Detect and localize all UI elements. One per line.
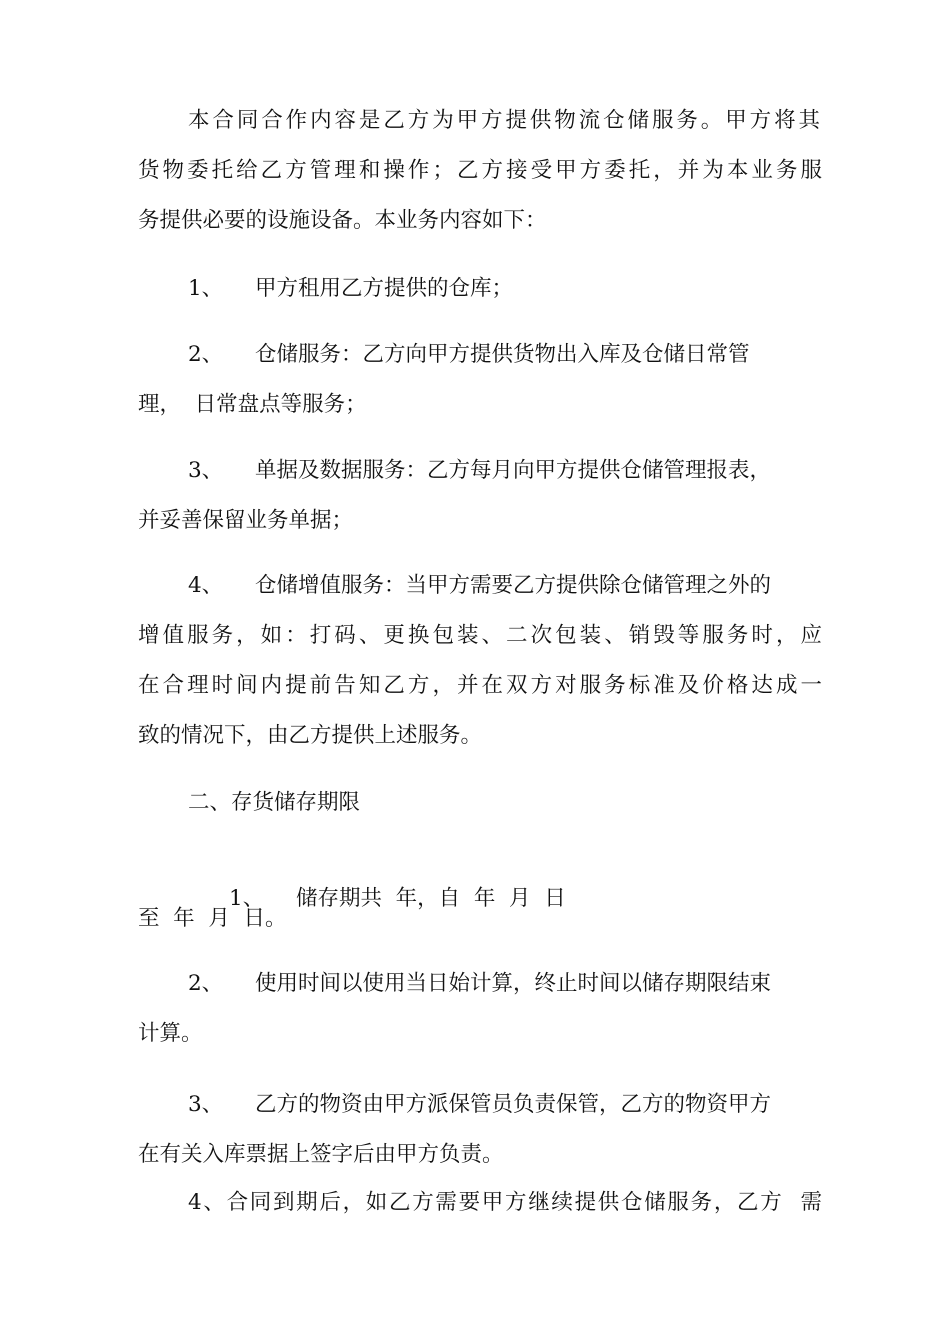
item-text-cont: 在合理时间内提前告知乙方，并在双方对服务标准及价格达成一 bbox=[138, 673, 822, 698]
item-text-cont: 增值服务，如：打码、更换包装、二次包装、销毁等服务时，应 bbox=[138, 623, 822, 648]
item-text-cont: 致的情况下，由乙方提供上述服务。 bbox=[138, 723, 483, 748]
item-text-cont: 并妥善保留业务单据； bbox=[138, 508, 354, 533]
item-text-cont: 至 年 月 日。 bbox=[138, 906, 287, 931]
item-text-cont: 在有关入库票据上签字后由甲方负责。 bbox=[138, 1142, 504, 1167]
intro-line-2: 货物委托给乙方管理和操作；乙方接受甲方委托，并为本业务服 bbox=[138, 158, 822, 183]
item-text-cont: 计算。 bbox=[138, 1021, 203, 1046]
item-number: 4、 bbox=[188, 573, 224, 598]
item-number: 3、 bbox=[188, 1092, 224, 1117]
item-number: 3、 bbox=[188, 458, 224, 483]
item-text: 仓储服务：乙方向甲方提供货物出入库及仓储日常管 bbox=[255, 342, 750, 367]
item-number: 1、 bbox=[188, 276, 224, 301]
item-text: 4、合同到期后，如乙方需要甲方继续提供仓储服务，乙方 需 bbox=[188, 1190, 822, 1215]
section-heading: 二、存货储存期限 bbox=[188, 790, 361, 815]
item-text: 仓储增值服务：当甲方需要乙方提供除仓储管理之外的 bbox=[255, 573, 772, 598]
item-number: 2、 bbox=[188, 971, 224, 996]
item-text: 使用时间以使用当日始计算，终止时间以储存期限结束 bbox=[255, 971, 772, 996]
item-number: 1、 bbox=[229, 886, 265, 911]
intro-line-3: 务提供必要的设施设备。本业务内容如下： bbox=[138, 208, 547, 233]
item-text: 甲方租用乙方提供的仓库； bbox=[255, 276, 514, 301]
item-text: 乙方的物资由甲方派保管员负责保管，乙方的物资甲方 bbox=[255, 1092, 772, 1117]
item-text: 单据及数据服务：乙方每月向甲方提供仓储管理报表， bbox=[255, 458, 772, 483]
item-number: 2、 bbox=[188, 342, 224, 367]
intro-line-1: 本合同合作内容是乙方为甲方提供物流仓储服务。甲方将其 bbox=[188, 108, 820, 133]
item-text-cont: 理， 日常盘点等服务； bbox=[138, 392, 367, 417]
item-text: 储存期共 年，自 年 月 日 bbox=[296, 886, 566, 911]
